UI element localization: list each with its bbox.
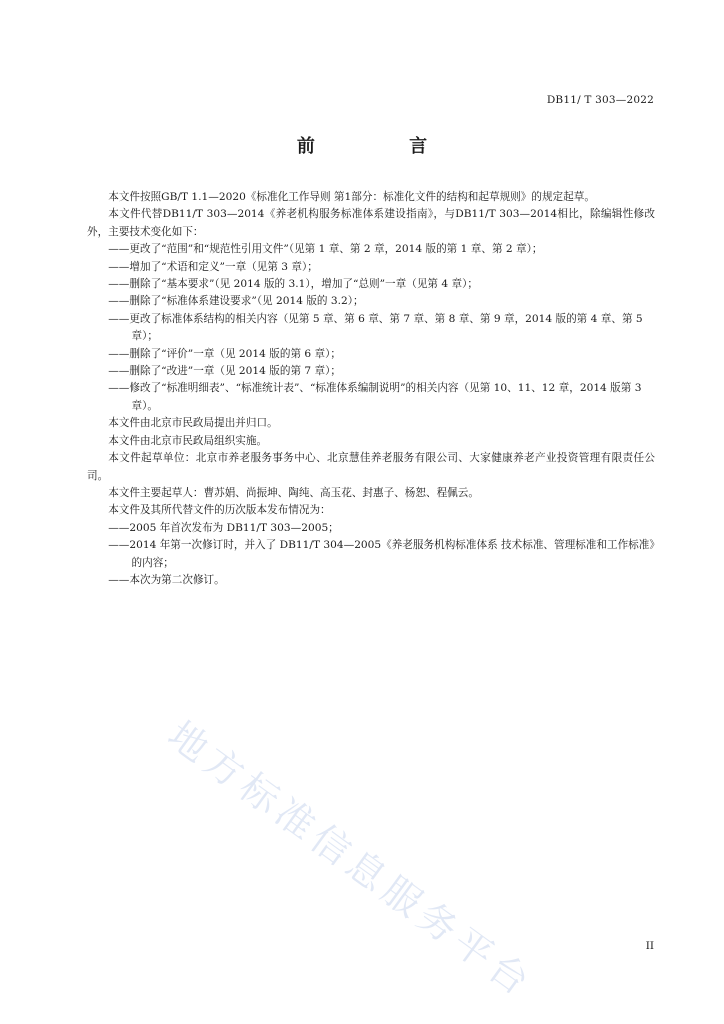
list-item: ——更改了“范围”和“规范性引用文件”（见第 1 章、第 2 章，2014 版的第 1 章、第 2 章）； bbox=[108, 243, 543, 256]
section-title: 前 言 bbox=[296, 136, 472, 157]
paragraph: 本文件按照GB/T 1.1—2020《标准化工作导则 第1部分：标准化文件的结构和起草规则》的规定起草。 bbox=[108, 191, 595, 203]
document-id: DB11/ T 303—2022 bbox=[546, 94, 654, 106]
list-item: ——删除了“改进”一章（见 2014 版的第 7 章）； bbox=[108, 365, 341, 378]
list-item: ——2005 年首次发布为 DB11/T 303—2005； bbox=[108, 521, 339, 534]
list-item: ——本次为第二次修订。 bbox=[108, 573, 225, 586]
paragraph: 本文件由北京市民政局提出并归口。 bbox=[108, 417, 278, 430]
page-number: II bbox=[645, 940, 654, 952]
list-item: ——2014 年第一次修订时，并入了 DB11/T 304—2005《养老服务机构标准体系 技术标准、管理标准和工作标准》的内容； bbox=[108, 539, 655, 569]
list-item: ——删除了“标准体系建设要求”（见 2014 版的 3.2）； bbox=[108, 295, 364, 308]
list-item: ——修改了“标准明细表”、“标准统计表”、“标准体系编制说明”的相关内容（见第 10、11、12 章，2014 版第 3 章）。 bbox=[108, 382, 642, 412]
list-item: ——删除了“评价”一章（见 2014 版的第 6 章）； bbox=[108, 347, 341, 360]
document-body bbox=[87, 189, 655, 589]
paragraph: 本文件起草单位：北京市养老服务事务中心、北京慧佳养老服务有限公司、大家健康养老产业投资管理有限责任公司。 bbox=[87, 452, 655, 482]
paragraph: 本文件及其所代替文件的历次版本发布情况为： bbox=[108, 504, 331, 517]
paragraph: 本文件由北京市民政局组织实施。 bbox=[108, 434, 268, 447]
paragraph: 本文件主要起草人：曹苏娟、尚振坤、陶纯、高玉花、封惠子、杨恕、程佩云。 bbox=[108, 486, 479, 499]
list-item: ——更改了标准体系结构的相关内容（见第 5 章、第 6 章、第 7 章、第 8 章、第 9 章，2014 版的第 4 章、第 5 章）； bbox=[108, 312, 643, 343]
watermark: 地方标准信息服务平台 bbox=[160, 712, 542, 1007]
paragraph: 本文件代替DB11/T 303—2014《养老机构服务标准体系建设指南》，与DB11/T 303—2014相比，除编辑性修改外，主要技术变化如下： bbox=[87, 208, 655, 238]
list-item: ——删除了“基本要求”（见 2014 版的 3.1），增加了“总则”一章（见第 4 章）； bbox=[108, 278, 478, 291]
list-item: ——增加了“术语和定义”一章（见第 3 章）； bbox=[108, 260, 318, 273]
